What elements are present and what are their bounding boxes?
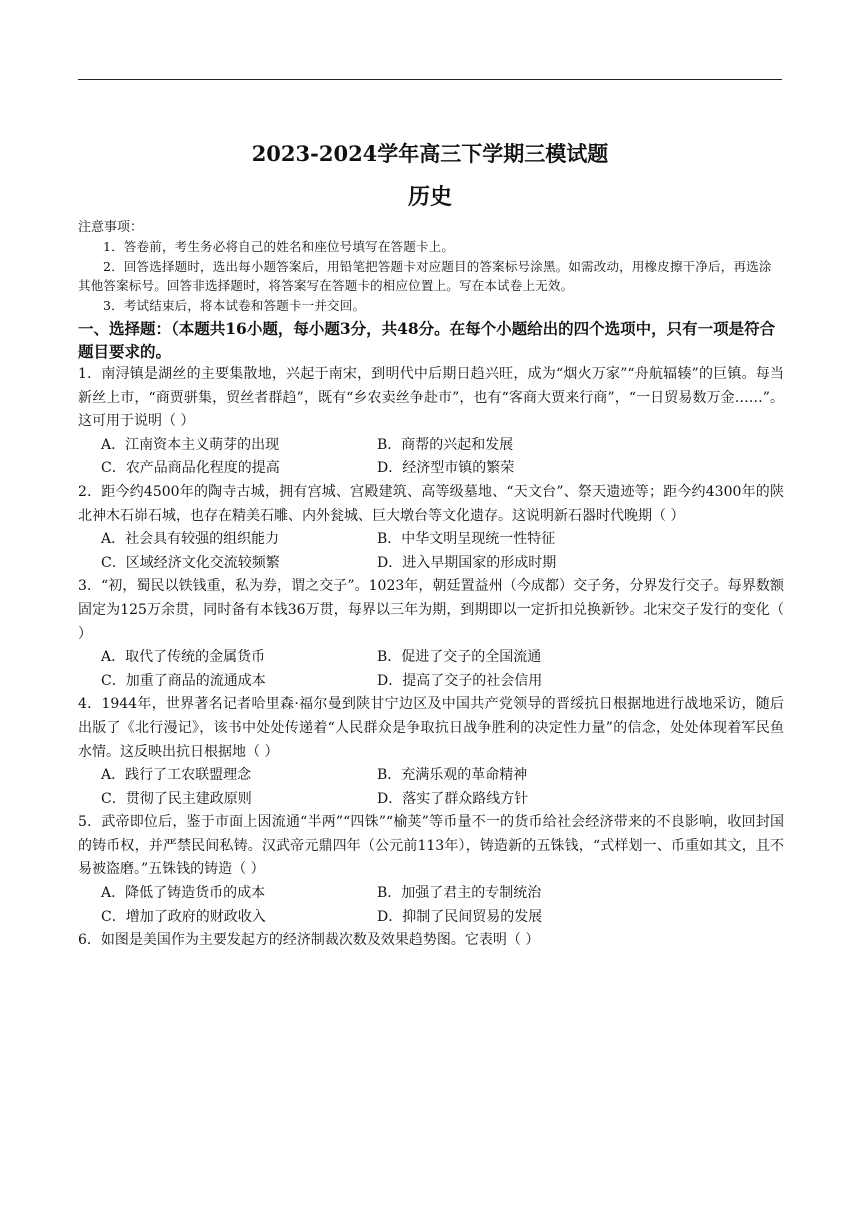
question-5 [78, 811, 784, 929]
subject-title: 历史 [407, 184, 452, 210]
option-b: B．商帮的兴起和发展 [377, 436, 514, 453]
option-c: C．增加了政府的财政收入 [101, 908, 266, 925]
option-d: D．提高了交子的社会信用 [377, 672, 543, 689]
option-c: C．农产品商品化程度的提高 [101, 460, 280, 477]
option-d: D．抑制了民间贸易的发展 [377, 908, 543, 925]
question-3 [78, 575, 784, 693]
exam-content [78, 218, 784, 953]
option-c: C．加重了商品的流通成本 [101, 672, 266, 689]
option-a: A．社会具有较强的组织能力 [101, 531, 280, 548]
option-a: A．取代了传统的金属货币 [101, 649, 266, 666]
notice-item: 2．回答选择题时，选出每小题答案后，用铅笔把答题卡对应题目的答案标号涂黑。如需改动，用橡皮擦干净后，再选涂其他答案标号。回答非选择题时，将答案写在答题卡的相应位置上。写在本试卷上无效。 [78, 258, 772, 293]
question-options [78, 434, 784, 481]
option-c: C．贯彻了民主建政原则 [101, 790, 252, 807]
option-d: D．落实了群众路线方针 [377, 790, 529, 807]
question-stem: 4．1944年，世界著名记者哈里森·福尔曼到陕甘宁边区及中国共产党领导的晋绥抗日根据地进行战地采访，随后出版了《北行漫记》，该书中处处传递着“人民群众是争取抗日战争胜利的决定性力量”的信念，处处体现着军民鱼水情。这反映出抗日根据地（ ） [78, 696, 784, 760]
section-heading: 一、选择题：（本题共16小题，每小题3分，共48分。在每个小题给出的四个选项中，只有一项是符合题目要求的。 [78, 319, 776, 361]
question-2 [78, 481, 784, 575]
option-a: A．江南资本主义萌芽的出现 [101, 436, 280, 453]
question-4 [78, 693, 784, 811]
question-stem: 1．南浔镇是湖丝的主要集散地，兴起于南宋，到明代中后期日趋兴旺，成为“烟火万家”“舟航辐辏”的巨镇。每当新丝上市，“商贾骈集，贸丝者群趋”，既有“乡农卖丝争赴市”，也有“客商大贾来行商”，“一日贸易数万金……”。这可用于说明（ ） [78, 366, 784, 430]
option-b: B．促进了交子的全国流通 [377, 649, 542, 666]
question-options [78, 882, 784, 929]
question-stem: 5．武帝即位后，鉴于市面上因流通“半两”“四铢”“榆荚”等币量不一的货币给社会经济带来的不良影响，收回封国的铸币权，并严禁民间私铸。汉武帝元鼎四年（公元前113年），铸造新的五铢钱，“式样划一、币重如其文，且不易被盗磨。”五铢钱的铸造（ ） [78, 814, 784, 878]
question-6 [78, 929, 784, 953]
option-b: B．充满乐观的革命精神 [377, 767, 528, 784]
notice-item: 3．考试结束后，将本试卷和答题卡一并交回。 [103, 297, 366, 313]
option-c: C．区域经济文化交流较频繁 [101, 554, 280, 571]
option-d: D．进入早期国家的形成时期 [377, 554, 557, 571]
question-options [78, 764, 784, 811]
question-1 [78, 363, 784, 481]
question-stem: 2．距今约4500年的陶寺古城，拥有宫城、宫殿建筑、高等级墓地、“天文台”、祭天遗迹等；距今约4300年的陕北神木石峁石城，也存在精美石雕、内外瓮城、巨大墩台等文化遗存。这说明新石器时代晚期（ ） [78, 483, 784, 524]
question-options [78, 646, 784, 693]
question-options [78, 528, 784, 575]
option-b: B．加强了君主的专制统治 [377, 885, 542, 902]
top-rule [78, 79, 782, 80]
notice-heading: 注意事项： [78, 220, 144, 235]
notice-item: 1．答卷前，考生务必将自己的姓名和座位号填写在答题卡上。 [103, 239, 455, 254]
option-d: D．经济型市镇的繁荣 [377, 460, 515, 477]
exam-title: 2023-2024学年高三下学期三模试题 [251, 141, 609, 166]
option-a: A．降低了铸造货币的成本 [101, 885, 266, 902]
question-stem: 3．“初，蜀民以铁钱重，私为券，谓之交子”。1023年，朝廷置益州（今成都）交子务，分界发行交子。每界数额固定为125万余贯，同时备有本钱36万贯，每界以三年为期，到期即以一定折扣兑换新钞。北宋交子发行的变化（ ） [78, 578, 784, 642]
option-a: A．践行了工农联盟理念 [101, 767, 252, 784]
question-stem: 6．如图是美国作为主要发起方的经济制裁次数及效果趋势图。它表明（ ） [78, 932, 540, 949]
option-b: B．中华文明呈现统一性特征 [377, 531, 556, 548]
